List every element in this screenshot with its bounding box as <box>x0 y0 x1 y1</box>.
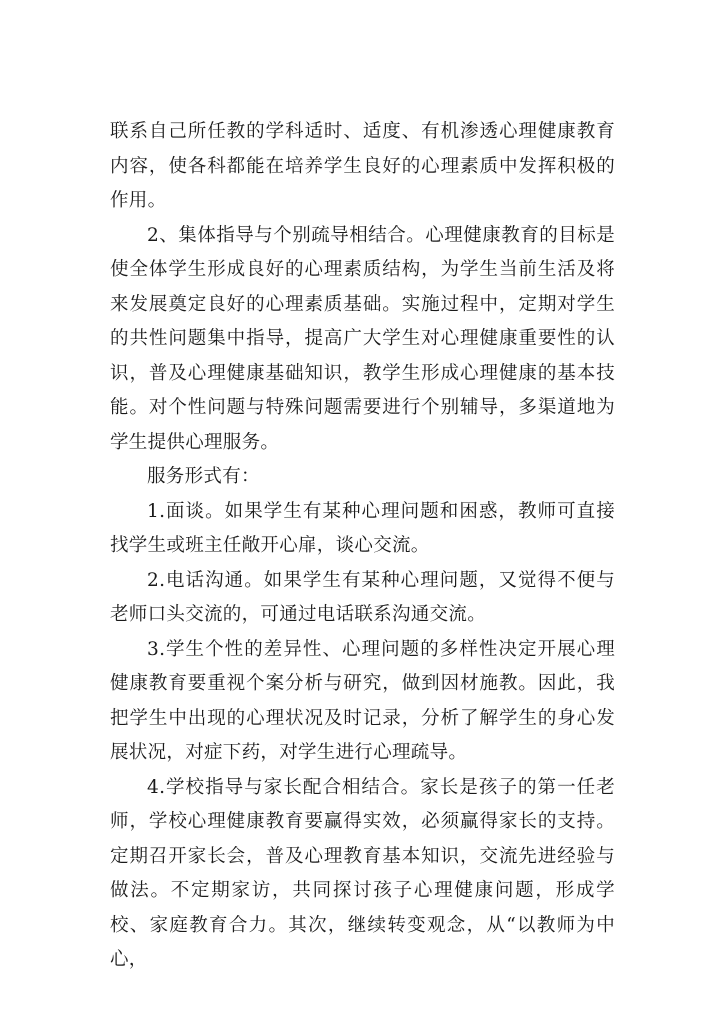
paragraph-interview: 1.面谈。如果学生有某种心理问题和困惑，教师可直接找学生或班主任敞开心扉，谈心交流。 <box>110 500 615 556</box>
paragraph-school-parent: 4.学校指导与家长配合相结合。家长是孩子的第一任老师，学校心理健康教育要赢得实效，必须赢得家长的支持。定期召开家长会，普及心理教育基本知识，交流先进经验与做法。不定期家访，共同探讨孩子心理健康问题，形成学校、家庭教育合力。其次，继续转变观念，从“以教师为中心， <box>110 776 615 970</box>
paragraph-group-guidance: 2、集体指导与个别疏导相结合。心理健康教育的目标是使全体学生形成良好的心理素质结构，为学生当前生活及将来发展奠定良好的心理素质基础。实施过程中，定期对学生的共性问题集中指导，提高广大学生对心理健康重要性的认识，普及心理健康基础知识，教学生形成心理健康的基本技能。对个性问题与特殊问题需要进行个别辅导，多渠道地为学生提供心理服务。 <box>110 224 615 453</box>
paragraph-phone: 2.电话沟通。如果学生有某种心理问题，又觉得不便与老师口头交流的，可通过电话联系沟通交流。 <box>110 569 615 625</box>
paragraph-intro-continuation: 联系自己所任教的学科适时、适度、有机渗透心理健康教育内容，使各科都能在培养学生良好的心理素质中发挥积极的作用。 <box>110 121 615 211</box>
document-body <box>110 115 615 978</box>
paragraph-service-forms-heading: 服务形式有： <box>147 466 260 487</box>
paragraph-case-analysis: 3.学生个性的差异性、心理问题的多样性决定开展心理健康教育要重视个案分析与研究，做到因材施教。因此，我把学生中出现的心理状况及时记录，分析了解学生的身心发展状况，对症下药，对学生进行心理疏导。 <box>110 638 615 763</box>
